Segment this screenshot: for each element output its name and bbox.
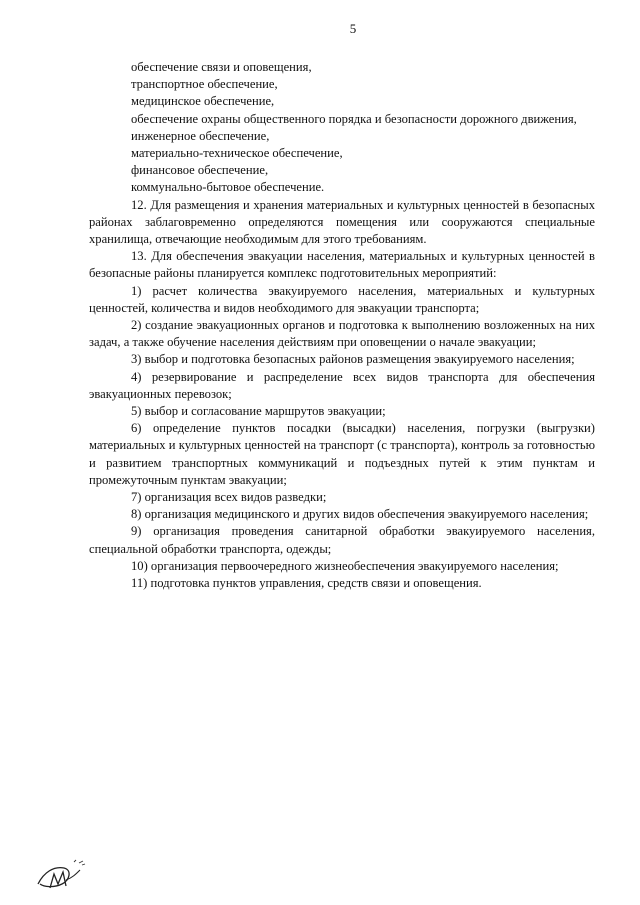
list-item: 7) организация всех видов разведки; (131, 490, 327, 505)
list-item: 6) определение пунктов посадки (высадки) населения, погрузки (выгрузки) материальных и культурных ценностей на транспорт (с транспорта), контроль за готовностью и развитием транспортных коммуникаций и подъездных путей к этим пунктам и промежуточным пунктам эвакуации; (89, 421, 595, 487)
paragraph: финансовое обеспечение, (131, 163, 269, 178)
paragraph-section-13: 13. Для обеспечения эвакуации населения, материальных и культурных ценностей в безопасные районы планируется комплекс подготовительных мероприятий: (89, 249, 595, 281)
list-item: 1) расчет количества эвакуируемого населения, материальных и культурных ценностей, количества и видов необходимого для эвакуации транспорта; (89, 283, 595, 315)
list-item: 5) выбор и согласование маршрутов эвакуации; (131, 404, 386, 419)
list-item: 2) создание эвакуационных органов и подготовка к выполнению возложенных на них задач, а также обучение населения действиям при оповещении о начале эвакуации; (89, 318, 595, 350)
list-item: 9) организация проведения санитарной обработки эвакуируемого населения, специальной обработки транспорта, одежды; (89, 524, 595, 556)
paragraph-section-12: 12. Для размещения и хранения материальных и культурных ценностей в безопасных районах заблаговременно определяются помещения или сооружаются специальные хранилища, отвечающие необходимым для этого требованиям. (89, 197, 595, 247)
list-item: 8) организация медицинского и других видов обеспечения эвакуируемого населения; (131, 507, 589, 522)
paragraph: инженерное обеспечение, (131, 128, 270, 143)
list-item: 3) выбор и подготовка безопасных районов размещения эвакуируемого населения; (131, 352, 575, 367)
page-number: 5 (349, 21, 357, 36)
paragraph: транспортное обеспечение, (131, 77, 278, 92)
signature-icon (30, 854, 90, 896)
paragraph: материально-техническое обеспечение, (131, 146, 343, 161)
list-item: 11) подготовка пунктов управления, средств связи и оповещения. (131, 576, 482, 591)
paragraph: медицинское обеспечение, (131, 94, 275, 109)
paragraph: обеспечение связи и оповещения, (131, 60, 312, 74)
document-body (89, 59, 595, 592)
paragraph: обеспечение охраны общественного порядка и безопасности дорожного движения, (131, 111, 577, 126)
list-item: 10) организация первоочередного жизнеобеспечения эвакуируемого населения; (131, 558, 559, 573)
paragraph: коммунально-бытовое обеспечение. (131, 180, 325, 195)
list-item: 4) резервирование и распределение всех видов транспорта для обеспечения эвакуационных перевозок; (89, 369, 595, 401)
